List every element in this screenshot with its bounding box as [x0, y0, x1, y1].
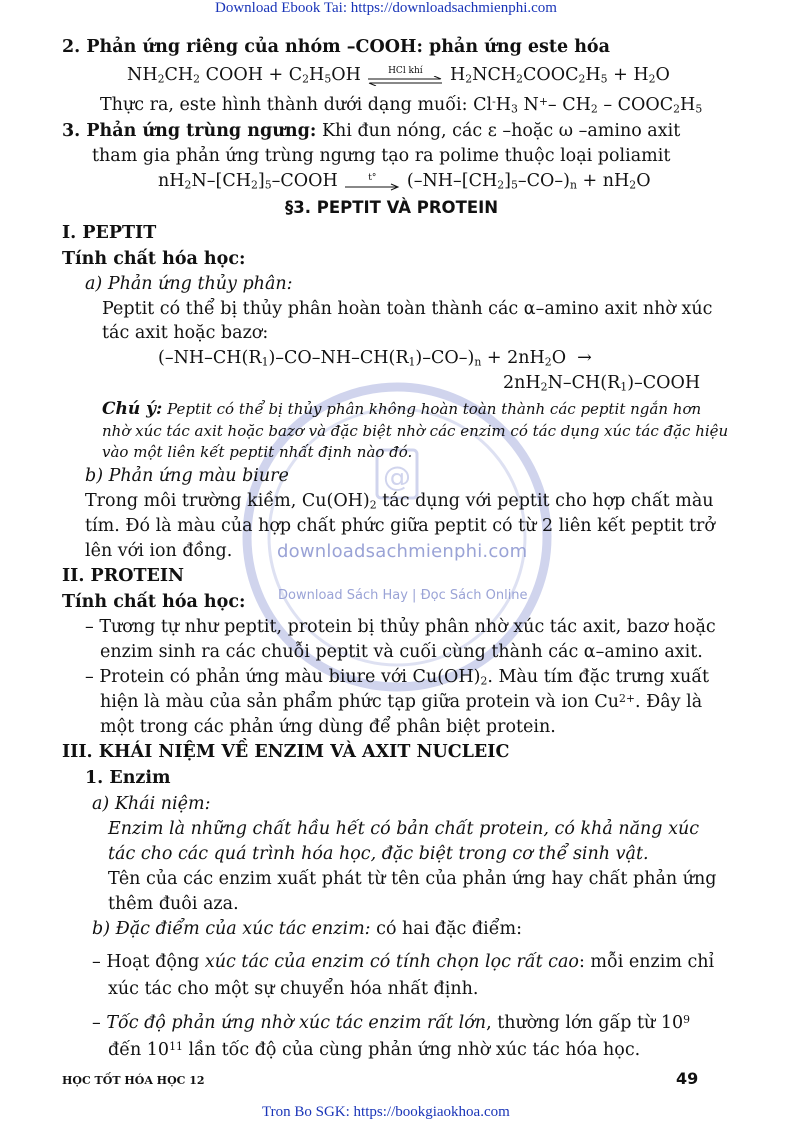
- watermark-site: downloadsachmienphi.com: [277, 541, 528, 562]
- biuret-text-1: Trong môi trường kiềm, $Cu(OH)_2$ tác dụng với peptit cho hợp chất màu: [85, 491, 714, 512]
- peptit-hydrolysis-text-2: tác axit hoặc bazơ:: [102, 323, 269, 343]
- header-download-link[interactable]: Download Ebook Tai: https://downloadsachmienphi.com: [215, 0, 557, 16]
- enzim-feature1-line2: xúc tác cho một sự chuyển hóa nhất định.: [108, 979, 479, 999]
- page-number: 49: [676, 1069, 699, 1088]
- section3-line2: tham gia phản ứng trùng ngưng tạo ra polime thuộc loại poliamit: [92, 146, 671, 166]
- peptit-note-1: Chú ý: Peptit có thể bị thủy phân không hoàn toàn thành các peptit ngắn hơn: [102, 399, 702, 419]
- heat-arrow-icon: t°: [343, 173, 401, 191]
- hydrolysis-equation-2: $2nH_2N-CH(R_1)$–COOH: [503, 373, 701, 394]
- protein-item2-line1: – Protein có phản ứng màu biure với $Cu(OH)_2$. Màu tím đặc trưng xuất: [85, 667, 710, 688]
- section2-heading: 2. Phản ứng riêng của nhóm –COOH: phản ứng este hóa: [62, 37, 610, 57]
- section3-heading: 3. Phản ứng trùng ngưng:: [62, 121, 317, 141]
- protein-props-heading: Tính chất hóa học:: [62, 592, 246, 612]
- enzim-subheading: 1. Enzim: [85, 768, 171, 788]
- protein-item1-line1: – Tương tự như peptit, protein bị thủy phân nhờ xúc tác axit, bazơ hoặc: [85, 617, 716, 637]
- enzim-feature2-line1: – Tốc độ phản ứng nhờ xúc tác enzim rất lớn, thường lớn gấp từ $10^9$: [92, 1013, 691, 1033]
- enzim-concept-text-2: tác cho các quá trình hóa học, đặc biệt trong cơ thể sinh vật.: [108, 844, 649, 864]
- biuret-text-2: tím. Đó là màu của hợp chất phức giữa peptit có từ 2 liên kết peptit trở: [85, 516, 715, 536]
- footer-sgk-link[interactable]: Tron Bo SGK: https://bookgiaokhoa.com: [262, 1104, 510, 1120]
- enzim-concept-label: a) Khái niệm:: [92, 794, 211, 814]
- peptit-note-3: vào một liên kết peptit nhất định nào đó.: [102, 443, 413, 461]
- enzim-concept-text-3: Tên của các enzim xuất phát từ tên của phản ứng hay chất phản ứng: [108, 869, 717, 889]
- hydrolysis-equation-1: $(-NH-CH(R_1)-CO-NH-CH(R_1)-CO-)_n + 2nH_2O$ →: [158, 348, 592, 369]
- protein-item2-line3: một trong các phản ứng dùng để phân biệt protein.: [100, 717, 556, 737]
- ester-salt-note: Thực ra, este hình thành dưới dạng muối: $Cl^-H_3$ N+– $CH_2$ – $COOC_2H_5$: [100, 95, 703, 116]
- enzim-features-label: b) Đặc điểm của xúc tác enzim: có hai đặc điểm:: [92, 919, 522, 939]
- protein-heading: II. PROTEIN: [62, 566, 185, 586]
- footer-book-title: HỌC TỐT HÓA HỌC 12: [62, 1074, 205, 1087]
- peptit-hydrolysis-label: a) Phản ứng thủy phân:: [85, 274, 293, 294]
- biuret-label: b) Phản ứng màu biure: [85, 466, 289, 486]
- protein-item2-line2: hiện là màu của sản phẩm phức tạp giữa protein và ion $Cu^{2+}$. Đây là: [100, 692, 703, 712]
- reversible-arrow-icon: HCl khí: [366, 66, 444, 86]
- enzim-section-heading: III. KHÁI NIỆM VỀ ENZIM VÀ AXIT NUCLEIC: [62, 742, 510, 762]
- peptit-heading: I. PEPTIT: [62, 223, 157, 243]
- esterification-equation: $NH_2CH_2$ COOH + $C_2H_5OH$ HCl khí $H_2NCH_2COOC_2H_5 + H_2O$: [127, 65, 670, 86]
- enzim-concept-text-1: Enzim là những chất hầu hết có bản chất protein, có khả năng xúc: [108, 819, 700, 839]
- enzim-concept-text-4: thêm đuôi aza.: [108, 894, 239, 914]
- watermark-tagline: Download Sách Hay | Đọc Sách Online: [278, 588, 528, 603]
- peptit-note-2: nhờ xúc tác axit hoặc bazơ và đặc biệt nhờ các enzim có tác dụng xúc tác đặc hiệu: [102, 422, 729, 440]
- enzim-feature1-line1: – Hoạt động xúc tác của enzim có tính chọn lọc rất cao: mỗi enzim chỉ: [92, 952, 715, 972]
- peptit-props-heading: Tính chất hóa học:: [62, 249, 246, 269]
- enzim-feature2-line2: đến $10^{11}$ lần tốc độ của cùng phản ứng nhờ xúc tác hóa học.: [108, 1040, 641, 1060]
- section3-line1: 3. Phản ứng trùng ngưng: Khi đun nóng, các ε –hoặc ω –amino axit: [62, 121, 681, 141]
- note-label: Chú ý:: [102, 399, 163, 419]
- watermark-logo-glyph: @: [383, 460, 411, 493]
- polycondensation-equation: $nH_2N-[CH_2]_5$–COOH t° $(-NH-[CH_2]_5-CO-)_n + nH_2O$: [158, 171, 651, 192]
- chapter-title: §3. PEPTIT VÀ PROTEIN: [285, 198, 499, 217]
- protein-item1-line2: enzim sinh ra các chuỗi peptit và cuối cùng thành các α–amino axit.: [100, 642, 703, 662]
- biuret-text-3: lên với ion đồng.: [85, 541, 233, 561]
- peptit-hydrolysis-text-1: Peptit có thể bị thủy phân hoàn toàn thành các α–amino axit nhờ xúc: [102, 299, 713, 319]
